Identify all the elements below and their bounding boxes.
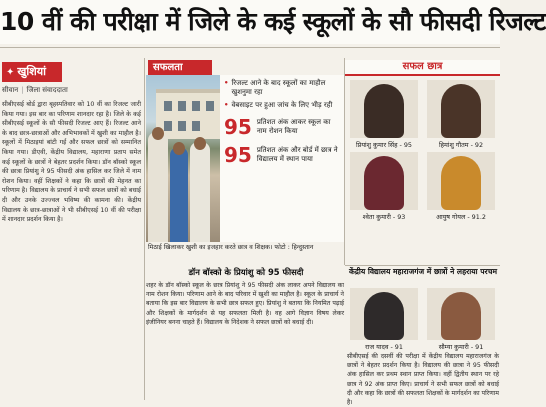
story-body: शहर के डॉन बॉस्को स्कूल के छात्र प्रियांशु ने 95 फीसदी अंक लाकर अपने विद्यालय का नाम रोशन किया। परिणाम आने के बाद परिवार में खुशी का माहौल है। स्कूल के प्राचार्य ने बताया कि इस बार विद्यालय के सभी छात्र सफल हुए। प्रियांशु ने बताया कि नियमित पढ़ाई और शिक्षकों के मार्गदर्शन से यह सफलता मिली है। वह आगे विज्ञान विषय लेकर इंजीनियर बनना चाहते हैं। विद्यालय के निदेशक ने सफल छात्रों को बधाई दी। xyxy=(146,282,344,326)
stat-number: 95 xyxy=(224,143,252,167)
star-icon: ✦ xyxy=(6,67,15,78)
student-photo xyxy=(350,288,418,340)
stat-item xyxy=(224,116,340,138)
student-name: प्रियांशु कुमार सिंह - 95 xyxy=(356,141,412,149)
student-photo xyxy=(350,80,418,138)
left-column xyxy=(0,60,143,400)
story-headline: डॉन बॉस्को के प्रियांशु को 95 फीसदी xyxy=(188,267,304,277)
student-name: हिमांशु गौतम - 92 xyxy=(438,141,484,149)
section-tag: सफलता xyxy=(148,60,212,76)
section-tag-label: खुशियां xyxy=(17,65,46,78)
byline-author: जिला संवाददाता xyxy=(26,86,68,94)
bullet-icon: • xyxy=(224,79,229,87)
byline xyxy=(2,86,142,95)
section-tag xyxy=(2,62,62,82)
byline-place: सीवान xyxy=(2,86,19,94)
stat-item xyxy=(224,144,340,166)
list-item xyxy=(224,79,340,97)
column-divider xyxy=(144,58,145,400)
byline-separator: | xyxy=(21,86,24,94)
student-photo xyxy=(427,288,495,340)
column-divider xyxy=(345,265,500,266)
photo-caption: मिठाई खिलाकर खुशी का इजहार करते छात्र व शिक्षक। फोटो : हिन्दुस्तान xyxy=(148,244,314,251)
highlight-box xyxy=(220,75,344,242)
section-tag: सफल छात्र xyxy=(345,60,500,76)
stat-text: प्रतिशत अंक और बोर्ड में छात्र ने विद्यालय में स्थान पाया xyxy=(256,146,338,163)
stat-number: 95 xyxy=(224,115,252,139)
list-item xyxy=(224,101,340,110)
student-photo xyxy=(350,152,418,210)
page-headline: 10 वीं की परीक्षा में जिले के कई स्कूलों के सौ फीसदी रिजल्ट xyxy=(0,0,500,44)
student-name: सौम्या कुमारी - 91 xyxy=(438,343,484,351)
student-name: राज यादव - 91 xyxy=(365,343,403,351)
story-headline: केंद्रीय विद्यालय महाराजगंज में छात्रों ने लहराया परचम xyxy=(348,267,497,276)
column-divider xyxy=(344,58,345,265)
stat-text: प्रतिशत अंक आकर स्कूल का नाम रोशन किया xyxy=(256,118,331,135)
bullet-text: वेबसाइट पर हुआ जांच के लिए भीड़ रही xyxy=(231,101,333,109)
bullet-text: रिजल्ट आने के बाद स्कूलों का माहौल खुशनुमा रहा xyxy=(231,79,326,96)
column-divider xyxy=(0,47,500,48)
student-photo xyxy=(427,80,495,138)
student-photo xyxy=(427,152,495,210)
student-name: आयुष गोयल - 91.2 xyxy=(436,213,486,221)
bullet-icon: • xyxy=(224,101,229,109)
story-body: सीबीएसई की दसवीं की परीक्षा में केंद्रीय विद्यालय महाराजगंज के छात्रों ने बेहतर प्रदर्शन किया है। विद्यालय की छात्रा ने 95 फीसदी अंक हासिल कर प्रथम स्थान प्राप्त किया। वहीं द्वितीय स्थान पर रहे छात्र ने 92 अंक प्राप्त किए। प्राचार्य ने सभी सफल छात्रों को बधाई दी और कहा कि छात्रों की सफलता शिक्षकों के मार्गदर्शन का परिणाम है। xyxy=(347,353,499,407)
student-name: श्वेता कुमारी - 93 xyxy=(362,213,406,221)
article-body: सीबीएसई बोर्ड द्वारा बृहस्पतिवार को 10 वीं का रिजल्ट जारी किया गया। इस बार का परिणाम शानदार रहा है। जिले के कई सीबीएसई स्कूलों के सौ फीसदी रिजल्ट आए हैं। रिजल्ट आने के बाद छात्र-छात्राओं और अभिभावकों में खुशी का माहौल है। स्कूलों में मिठाइयां बांटी गईं और सफल छात्रों को सम्मानित किया गया। डीएवी, केंद्रीय विद्यालय, महाराणा प्रताप समेत कई स्कूलों के छात्रों ने बेहतर प्रदर्शन किया। डॉन बॉस्को स्कूल की छात्रा प्रियांशु ने 95 फीसदी अंक हासिल कर जिले में नाम रोशन किया। वहीं शिक्षकों ने कहा कि छात्रों की मेहनत का परिणाम है। विद्यालय के प्राचार्य ने सभी सफल छात्रों को बधाई दी और उनके उज्ज्वल भविष्य की कामना की। केंद्रीय विद्यालय के छात्र-छात्राओं ने भी सीबीएसई 10 वीं की परीक्षा में शानदार प्रदर्शन किया है। xyxy=(2,101,141,224)
